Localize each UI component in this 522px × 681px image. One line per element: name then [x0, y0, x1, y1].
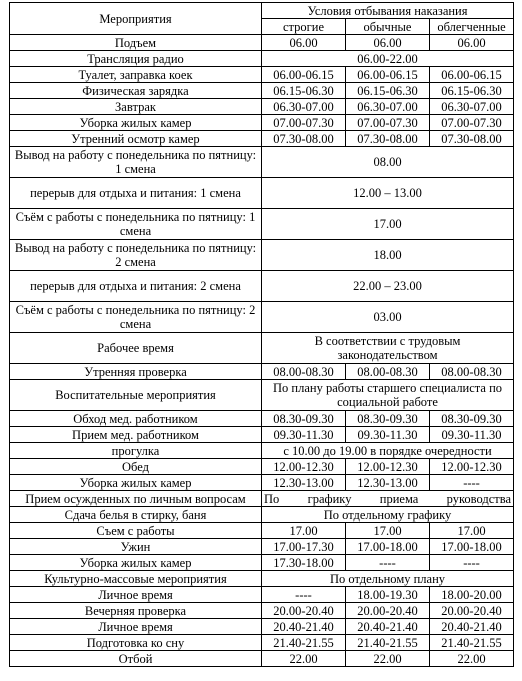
time-light-cell: 09.30-11.30 [430, 427, 514, 443]
activity-cell: прогулка [10, 443, 262, 459]
table-row [10, 51, 514, 67]
time-strict-cell: 06.00-06.15 [262, 67, 346, 83]
time-strict-cell: 07.00-07.30 [262, 115, 346, 131]
time-normal-cell: 20.40-21.40 [346, 619, 430, 635]
table-row [10, 651, 514, 667]
table-row [10, 635, 514, 651]
time-normal-cell: ---- [346, 555, 430, 571]
header-light: облегченные [430, 19, 514, 35]
time-light-cell: 21.40-21.55 [430, 635, 514, 651]
activity-cell: Отбой [10, 651, 262, 667]
table-row [10, 523, 514, 539]
time-normal-cell: 06.15-06.30 [346, 83, 430, 99]
table-row [10, 240, 514, 271]
time-light-cell: 20.40-21.40 [430, 619, 514, 635]
time-strict-cell: 07.30-08.00 [262, 131, 346, 147]
header-conditions: Условия отбывания наказания [262, 3, 514, 19]
activity-cell: Съём с работы с понедельника по пятницу: 2 смена [10, 302, 262, 333]
table-row [10, 380, 514, 411]
activity-cell: перерыв для отдыха и питания: 1 смена [10, 178, 262, 209]
header-normal: обычные [346, 19, 430, 35]
time-span-cell: 06.00-22.00 [262, 51, 514, 67]
schedule-body [10, 3, 514, 667]
header-row [10, 3, 514, 19]
time-light-cell: 07.30-08.00 [430, 131, 514, 147]
table-row [10, 491, 514, 507]
activity-cell: Вывод на работу с понедельника по пятницу: 2 смена [10, 240, 262, 271]
activity-cell: Трансляция радио [10, 51, 262, 67]
activity-cell: Воспитательные мероприятия [10, 380, 262, 411]
time-normal-cell: 08.30-09.30 [346, 411, 430, 427]
time-strict-cell: 08.30-09.30 [262, 411, 346, 427]
time-span-cell: 03.00 [262, 302, 514, 333]
time-span-cell: 12.00 – 13.00 [262, 178, 514, 209]
table-row [10, 539, 514, 555]
activity-cell: Сдача белья в стирку, баня [10, 507, 262, 523]
activity-cell: Туалет, заправка коек [10, 67, 262, 83]
time-span-cell: По отдельному графику [262, 507, 514, 523]
table-row [10, 302, 514, 333]
activity-cell: Съём с работы с понедельника по пятницу: 1 смена [10, 209, 262, 240]
time-strict-cell: 17.00 [262, 523, 346, 539]
activity-cell: Вывод на работу с понедельника по пятницу: 1 смена [10, 147, 262, 178]
time-strict-cell: 06.30-07.00 [262, 99, 346, 115]
time-normal-cell: 17.00-18.00 [346, 539, 430, 555]
activity-cell: Утренняя проверка [10, 364, 262, 380]
time-span-cell: 08.00 [262, 147, 514, 178]
time-strict-cell: 17.30-18.00 [262, 555, 346, 571]
time-strict-cell: 21.40-21.55 [262, 635, 346, 651]
activity-cell: Вечерняя проверка [10, 603, 262, 619]
time-light-cell: 06.00 [430, 35, 514, 51]
activity-cell: перерыв для отдыха и питания: 2 смена [10, 271, 262, 302]
time-light-cell: 06.00-06.15 [430, 67, 514, 83]
table-row [10, 364, 514, 380]
header-activity: Мероприятия [10, 3, 262, 35]
activity-cell: Уборка жилых камер [10, 115, 262, 131]
time-strict-cell: 08.00-08.30 [262, 364, 346, 380]
time-normal-cell: 18.00-19.30 [346, 587, 430, 603]
time-normal-cell: 09.30-11.30 [346, 427, 430, 443]
table-row [10, 411, 514, 427]
time-span-cell: По отдельному плану [262, 571, 514, 587]
time-span-cell: По графику приема руководства [262, 491, 514, 507]
time-span-cell: с 10.00 до 19.00 в порядке очередности [262, 443, 514, 459]
time-normal-cell: 08.00-08.30 [346, 364, 430, 380]
table-row [10, 619, 514, 635]
activity-cell: Обед [10, 459, 262, 475]
time-span-cell: 18.00 [262, 240, 514, 271]
header-strict: строгие [262, 19, 346, 35]
table-row [10, 443, 514, 459]
time-normal-cell: 07.00-07.30 [346, 115, 430, 131]
time-light-cell: 06.30-07.00 [430, 99, 514, 115]
table-row [10, 83, 514, 99]
table-row [10, 459, 514, 475]
time-light-cell: 07.00-07.30 [430, 115, 514, 131]
time-normal-cell: 07.30-08.00 [346, 131, 430, 147]
table-row [10, 209, 514, 240]
time-strict-cell: 22.00 [262, 651, 346, 667]
activity-cell: Рабочее время [10, 333, 262, 364]
time-light-cell: 20.00-20.40 [430, 603, 514, 619]
time-normal-cell: 06.00 [346, 35, 430, 51]
table-row [10, 67, 514, 83]
table-row [10, 587, 514, 603]
time-light-cell: ---- [430, 475, 514, 491]
time-span-cell: 17.00 [262, 209, 514, 240]
time-normal-cell: 17.00 [346, 523, 430, 539]
time-span-cell: В соответствии с трудовым законодательством [262, 333, 514, 364]
time-strict-cell: 20.40-21.40 [262, 619, 346, 635]
activity-cell: Обход мед. работником [10, 411, 262, 427]
time-light-cell: 17.00 [430, 523, 514, 539]
activity-cell: Съем с работы [10, 523, 262, 539]
time-light-cell: 06.15-06.30 [430, 83, 514, 99]
time-light-cell: 12.00-12.30 [430, 459, 514, 475]
table-row [10, 603, 514, 619]
table-row [10, 333, 514, 364]
time-strict-cell: 06.15-06.30 [262, 83, 346, 99]
time-strict-cell: 20.00-20.40 [262, 603, 346, 619]
activity-cell: Уборка жилых камер [10, 555, 262, 571]
time-normal-cell: 21.40-21.55 [346, 635, 430, 651]
table-row [10, 147, 514, 178]
table-row [10, 35, 514, 51]
activity-cell: Прием мед. работником [10, 427, 262, 443]
activity-cell: Личное время [10, 587, 262, 603]
time-strict-cell: ---- [262, 587, 346, 603]
activity-cell: Завтрак [10, 99, 262, 115]
activity-cell: Подготовка ко сну [10, 635, 262, 651]
time-normal-cell: 12.00-12.30 [346, 459, 430, 475]
table-row [10, 178, 514, 209]
activity-cell: Физическая зарядка [10, 83, 262, 99]
table-row [10, 427, 514, 443]
time-span-cell: 22.00 – 23.00 [262, 271, 514, 302]
table-row [10, 571, 514, 587]
time-light-cell: 17.00-18.00 [430, 539, 514, 555]
time-strict-cell: 12.30-13.00 [262, 475, 346, 491]
table-row [10, 271, 514, 302]
table-row [10, 115, 514, 131]
time-light-cell: 08.30-09.30 [430, 411, 514, 427]
time-strict-cell: 06.00 [262, 35, 346, 51]
time-span-cell: По плану работы старшего специалиста по социальной работе [262, 380, 514, 411]
table-row [10, 507, 514, 523]
activity-cell: Утренний осмотр камер [10, 131, 262, 147]
time-light-cell: 18.00-20.00 [430, 587, 514, 603]
time-light-cell: 22.00 [430, 651, 514, 667]
time-normal-cell: 20.00-20.40 [346, 603, 430, 619]
schedule-table [9, 2, 514, 667]
table-row [10, 131, 514, 147]
time-strict-cell: 09.30-11.30 [262, 427, 346, 443]
activity-cell: Ужин [10, 539, 262, 555]
activity-cell: Подъем [10, 35, 262, 51]
table-row [10, 555, 514, 571]
activity-cell: Личное время [10, 619, 262, 635]
table-row [10, 475, 514, 491]
activity-cell: Уборка жилых камер [10, 475, 262, 491]
activity-cell: Культурно-массовые мероприятия [10, 571, 262, 587]
time-light-cell: ---- [430, 555, 514, 571]
time-normal-cell: 22.00 [346, 651, 430, 667]
time-normal-cell: 06.00-06.15 [346, 67, 430, 83]
time-strict-cell: 17.00-17.30 [262, 539, 346, 555]
time-normal-cell: 12.30-13.00 [346, 475, 430, 491]
activity-cell: Прием осужденных по личным вопросам [10, 491, 262, 507]
time-normal-cell: 06.30-07.00 [346, 99, 430, 115]
table-row [10, 99, 514, 115]
time-light-cell: 08.00-08.30 [430, 364, 514, 380]
time-strict-cell: 12.00-12.30 [262, 459, 346, 475]
